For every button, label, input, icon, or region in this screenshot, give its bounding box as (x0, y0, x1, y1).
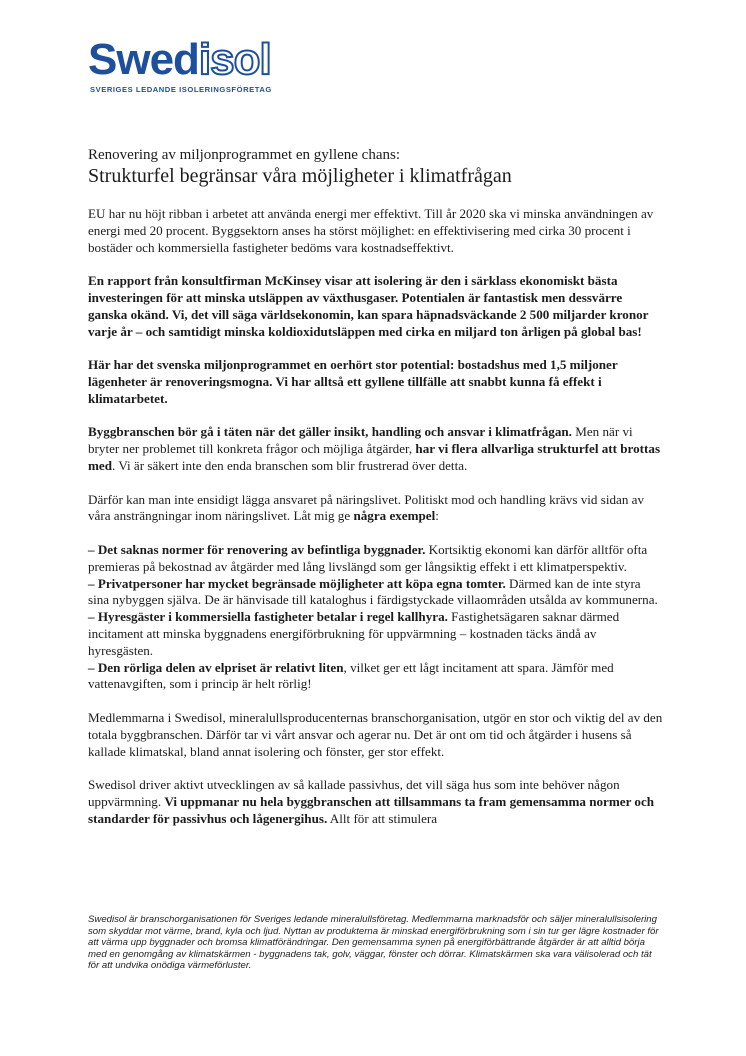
paragraph-ansvar-end: : (435, 508, 439, 524)
example-text: Fastighetsägaren saknar därmed incitament att minska byggnadens energiförbrukning för uppvärmning – kostnaden täcks ändå av hyresgästen. (88, 609, 620, 658)
logo-wordmark-part1: Swed (88, 35, 199, 84)
logo-tagline: SVERIGES LEDANDE ISOLERINGSFÖRETAG (90, 85, 272, 94)
paragraph-ansvar-emphasis: några exempel (353, 508, 436, 524)
logo-wordmark-part2: isol (198, 35, 271, 84)
article (88, 146, 663, 844)
paragraph-ansvar-text: Därför kan man inte ensidigt lägga ansvaret på näringslivet. Politiskt mod och handling krävs vid sidan av våra ansträngningar inom näringslivet. Låt mig ge (88, 491, 644, 524)
paragraph-byggbranschen-lead: Byggbranschen bör gå i täten när det gäller insikt, handling och ansvar i klimatfrågan. (88, 424, 572, 440)
example-lead: – Privatpersoner har mycket begränsade möjligheter att köpa egna tomter. (88, 575, 506, 591)
paragraph-mckinsey-text: En rapport från konsultfirman McKinsey visar att isolering är den i särklass ekonomiskt bästa investeringen för att minska utsläppen av växthusgaser. Potentialen är fantastisk men dessvärre ganska okänd. Vi, det vill säga världsekonomin, kan spara häpnadsväckande 2 500 miljarder kronor varje år – och samtidigt minska koldioxidutsläppen med cirka en miljard ton årligen på global bas! (88, 273, 649, 339)
examples-list (88, 542, 663, 693)
swedisol-logo (88, 35, 298, 98)
paragraph-byggbranschen (88, 424, 663, 474)
example-text: Kortsiktig ekonomi kan därför alltför ofta premieras på bekostnad av åtgärder med lång livslängd som ger långsiktig effekt i ett klimatperspektiv. (88, 541, 648, 574)
footer-boilerplate: Swedisol är branschorganisationen för Sveriges ledande mineralullsföretag. Medlemmarna marknadsför och säljer mineralullsisolering som skyddar mot värme, brand, kyla och ljud. Nyttan av produkterna är minskad energiförbrukning som i sin tur ger lägre kostnader för att värma upp byggnader och bromsa klimatförändringar. Den gemensamma synen på energiförbättrande åtgärder är att alltid börja med en genomgång av klimatskärmen - byggnadens tak, golv, väggar, fönster och dörrar. Klimatskärmen ska vara välisolerad och tät för att undvika onödiga värmeförluster. (88, 914, 659, 971)
example-item (88, 609, 619, 658)
example-item (88, 542, 647, 574)
example-text: , vilket ger ett lågt incitament att spara. Jämför med vattenavgiften, som i princip är helt rörlig! (88, 659, 614, 692)
paragraph-passivhus (88, 777, 663, 827)
paragraph-miljonprogrammet-text: Här har det svenska miljonprogrammet en oerhört stor potential: bostadshus med 1,5 miljoner lägenheter är renoveringsmogna. Vi har alltså ett gyllene tillfälle att snabbt kunna få effekt i klimatarbetet. (88, 357, 618, 406)
example-lead: – Det saknas normer för renovering av befintliga byggnader. (88, 541, 426, 557)
paragraph-byggbranschen-emphasis: har vi flera allvarliga strukturfel att brottas med (88, 441, 661, 473)
article-headline: Strukturfel begränsar våra möjligheter i klimatfrågan (88, 165, 512, 187)
paragraph-passivhus-emphasis: Vi uppmanar nu hela byggbranschen att tillsammans ta fram gemensamma normer och standarder för passivhus och lågenergihus. (88, 793, 655, 826)
paragraph-byggbranschen-text1: Men när vi bryter ner problemet till konkreta frågor och möjliga åtgärder, (88, 424, 633, 457)
example-text: Därmed kan de inte styra sina nybyggen själva. De är hänvisade till kataloghus i färdigstyckade villaområden utsålda av kommunerna. (88, 575, 658, 608)
paragraph-passivhus-text1: Swedisol driver aktivt utvecklingen av så kallade passivhus, det vill säga hus som inte behöver någon uppvärmning. (88, 777, 620, 809)
example-lead: – Den rörliga delen av elpriset är relativt liten (88, 659, 344, 675)
logo-wordmark (88, 35, 298, 84)
example-item (88, 576, 658, 608)
paragraph-mckinsey (88, 273, 663, 340)
paragraph-miljonprogrammet (88, 357, 663, 407)
paragraph-passivhus-text2: Allt för att stimulera (327, 810, 438, 826)
paragraph-medlemmarna: Medlemmarna i Swedisol, mineralullsproducenternas branschorganisation, utgör en stor och viktig del av den totala byggbranschen. Därför tar vi vårt ansvar och agerar nu. Det är ont om tid och åtgärder i husens så kallade klimatskal, bland annat isolering och fönster, ger stor effekt. (88, 709, 663, 759)
example-item (88, 660, 614, 692)
example-lead: – Hyresgäster i kommersiella fastigheter betalar i regel kallhyra. (88, 609, 448, 625)
paragraph-byggbranschen-text2: . Vi är säkert inte den enda branschen som blir frustrerad över detta. (112, 457, 468, 473)
paragraph-intro: EU har nu höjt ribban i arbetet att använda energi mer effektivt. Till år 2020 ska vi minska användningen av energi med 20 procent. Byggsektorn anses ha störst möjlighet: en effektivisering med cirka 30 procent i bostäder och kommersiella fastigheter bedöms vara kostnadseffektivt. (88, 206, 654, 255)
paragraph-ansvar (88, 492, 663, 526)
article-kicker: Renovering av miljonprogrammet en gyllene chans: (88, 147, 400, 163)
